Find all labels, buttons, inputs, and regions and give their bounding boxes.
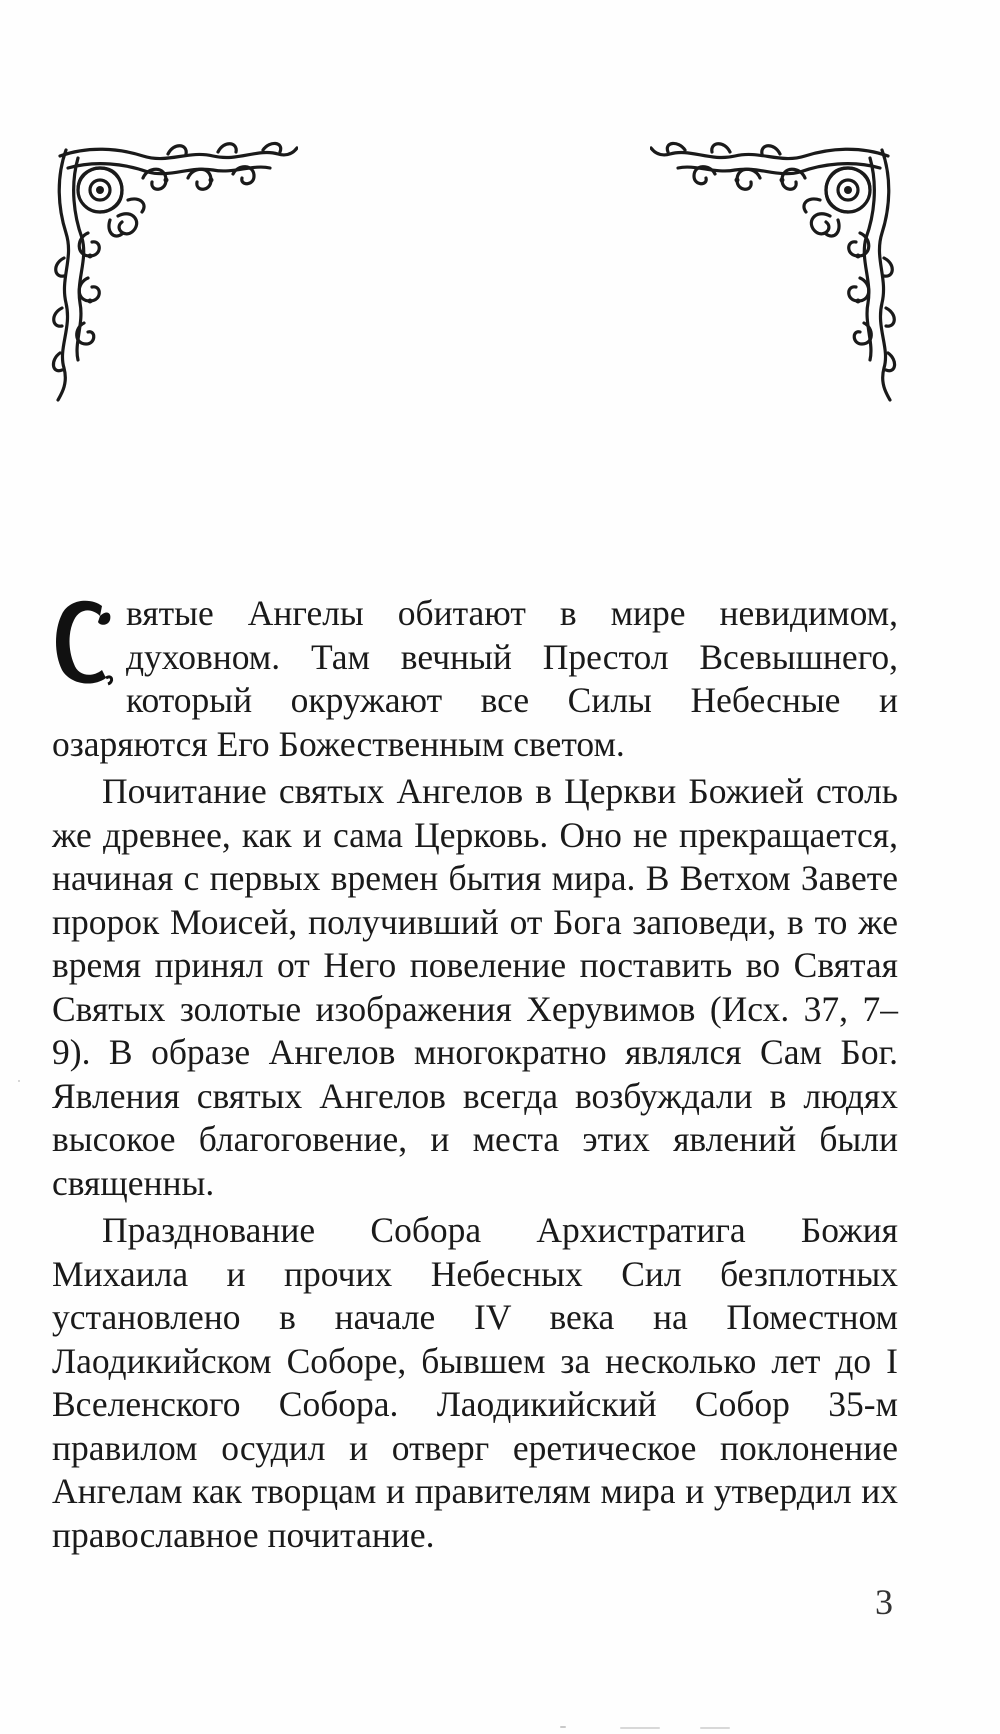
corner-ornament-right-icon xyxy=(650,138,900,403)
print-speck xyxy=(560,1726,566,1728)
body-text xyxy=(52,592,898,1557)
paragraph-2: Почитание святых Ангелов в Церкви Божией столь же древнее, как и сама Церковь. Оно не прекращается, начиная с первых времен бытия мира. В Ветхом Завете пророк Моисей, получивший от Бога заповеди, в то же время принял от Него повеление поставить во Святая Святых золотые изображения Херувимов (Исх. 37, 7–9). В образе Ангелов многократно являлся Сам Бог. Явления святых Ангелов всегда возбуждали в людях высокое благоговение, и места этих явлений были священны. xyxy=(52,771,898,1203)
corner-ornament-left-icon xyxy=(48,138,298,403)
print-speck xyxy=(620,1727,660,1729)
paragraph-1 xyxy=(52,592,898,766)
paragraph-3: Празднование Собора Архистратига Божия Михаила и прочих Небесных Сил безплотных установлено в начале IV века на Поместном Лаодикийском Соборе, бывшем за несколько лет до I Вселенского Собора. Лаодикийский Собор 35-м правилом осудил и отверг еретическое поклонение Ангелам как творцам и правителям мира и утвердил их православное почитание. xyxy=(52,1210,898,1555)
paragraph-1-text: вятые Ангелы обитают в мире невидимом, духовном. Там вечный Престол Всевышнего, который окружают все Силы Небесные и озаряются Его Божественным светом. xyxy=(52,593,898,764)
print-speck xyxy=(18,1080,20,1082)
page-number: 3 xyxy=(875,1582,893,1622)
dropcap-letter-icon xyxy=(52,596,116,688)
print-speck xyxy=(700,1727,730,1729)
